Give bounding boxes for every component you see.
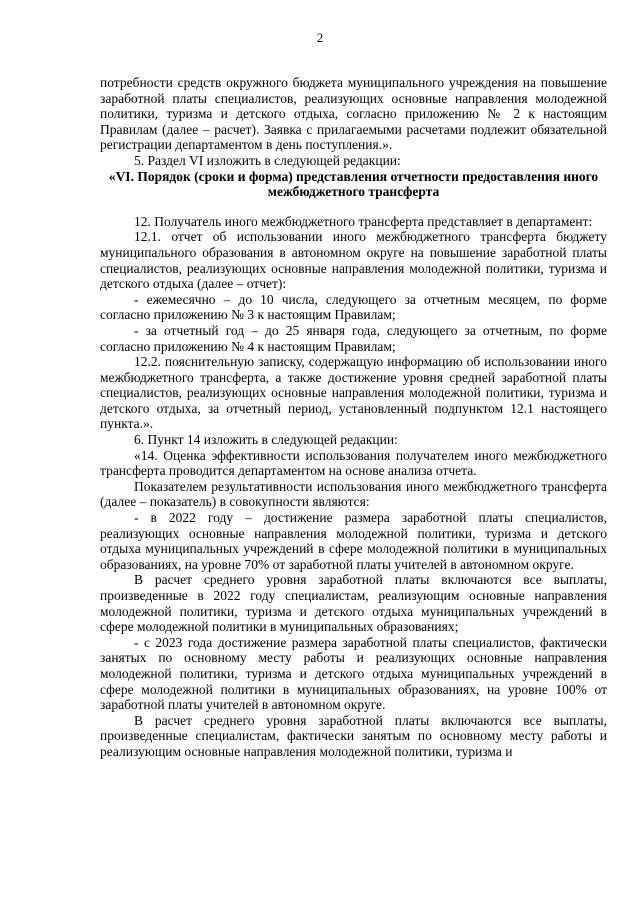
paragraph-item-12: 12. Получатель иного межбюджетного трансферта представляет в департамент: xyxy=(134,213,593,229)
paragraph-item-12-2: 12.2. пояснительную записку, содержащую информацию об использовании иного межбюджетного трансферта, а также достижение уровня средней заработной платы специалистов, реализующих основные направления молодежной политики, туризма и детского отдыха, за отчетный период, установленный подпунктом 12.1 настоящего пункта.». xyxy=(100,354,607,432)
paragraph-calc-2023: В расчет среднего уровня заработной платы включаются все выплаты, произведенные специалистам, фактически занятым по основному месту работы и реализующим основные направления молодежной политики, туризма и xyxy=(100,712,607,759)
section-heading: «VI. Порядок (сроки и форма) представления отчетности предоставления иного межбюджетного трансферта xyxy=(108,168,599,200)
paragraph-continuation: потребности средств окружного бюджета муниципального учреждения на повышение заработной платы специалистов, реализующих основные направления молодежной политики, туризма и детского отдыха, согласно приложению № 2 к настоящим Правилам (далее – расчет). Заявка с прилагаемыми расчетами подлежит обязательной регистрации департаментом в день поступления.». xyxy=(100,75,607,153)
paragraph-calc-2022: В расчет среднего уровня заработной платы включаются все выплаты, произведенные в 2022 году специалистам, реализующим основные направления молодежной политики, туризма и детского отдыха муниципальных учреждений в сфере молодежной политики в муниципальных образованиях; xyxy=(100,572,607,635)
paragraph-item-12-1: 12.1. отчет об использовании иного межбюджетного трансферта бюджету муниципального образования в автономном округе на повышение заработной платы специалистов, реализующих основные направления молодежной политики, туризма и детского отдыха (далее – отчет): xyxy=(100,229,607,292)
paragraph-item-5: 5. Раздел VI изложить в следующей редакции: xyxy=(134,152,401,168)
paragraph-indicator: Показателем результативности использования иного межбюджетного трансферта (далее – показатель) в совокупности являются: xyxy=(100,478,607,510)
list-item-yearly: - за отчетный год – до 25 января года, следующего за отчетным, по форме согласно приложению № 4 к настоящим Правилам; xyxy=(100,322,607,354)
list-item-2022: - в 2022 году – достижение размера заработной платы специалистов, реализующих основные направления молодежной политики, туризма и детского отдыха муниципальных учреждений в сфере молодежной политики в муниципальных образованиях, на уровне 70% от заработной платы учителей в автономном округе. xyxy=(100,510,607,572)
document-body xyxy=(100,75,607,760)
paragraph-item-14: «14. Оценка эффективности использования получателем иного межбюджетного трансферта проводится департаментом на основе анализа отчета. xyxy=(100,447,607,479)
paragraph-item-6: 6. Пункт 14 изложить в следующей редакции: xyxy=(134,432,398,448)
list-item-monthly: - ежемесячно – до 10 числа, следующего за отчетным месяцем, по форме согласно приложению № 3 к настоящим Правилам; xyxy=(100,291,607,323)
page-number: 2 xyxy=(316,30,324,45)
list-item-2023: - с 2023 года достижение размера заработной платы специалистов, фактически занятых по основному месту работы и реализующих основные направления молодежной политики, туризма и детского отдыха муниципальных учреждений в сфере молодежной политики в муниципальных образованиях, на уровне 100% от заработной платы учителей в автономном округе. xyxy=(100,634,607,713)
